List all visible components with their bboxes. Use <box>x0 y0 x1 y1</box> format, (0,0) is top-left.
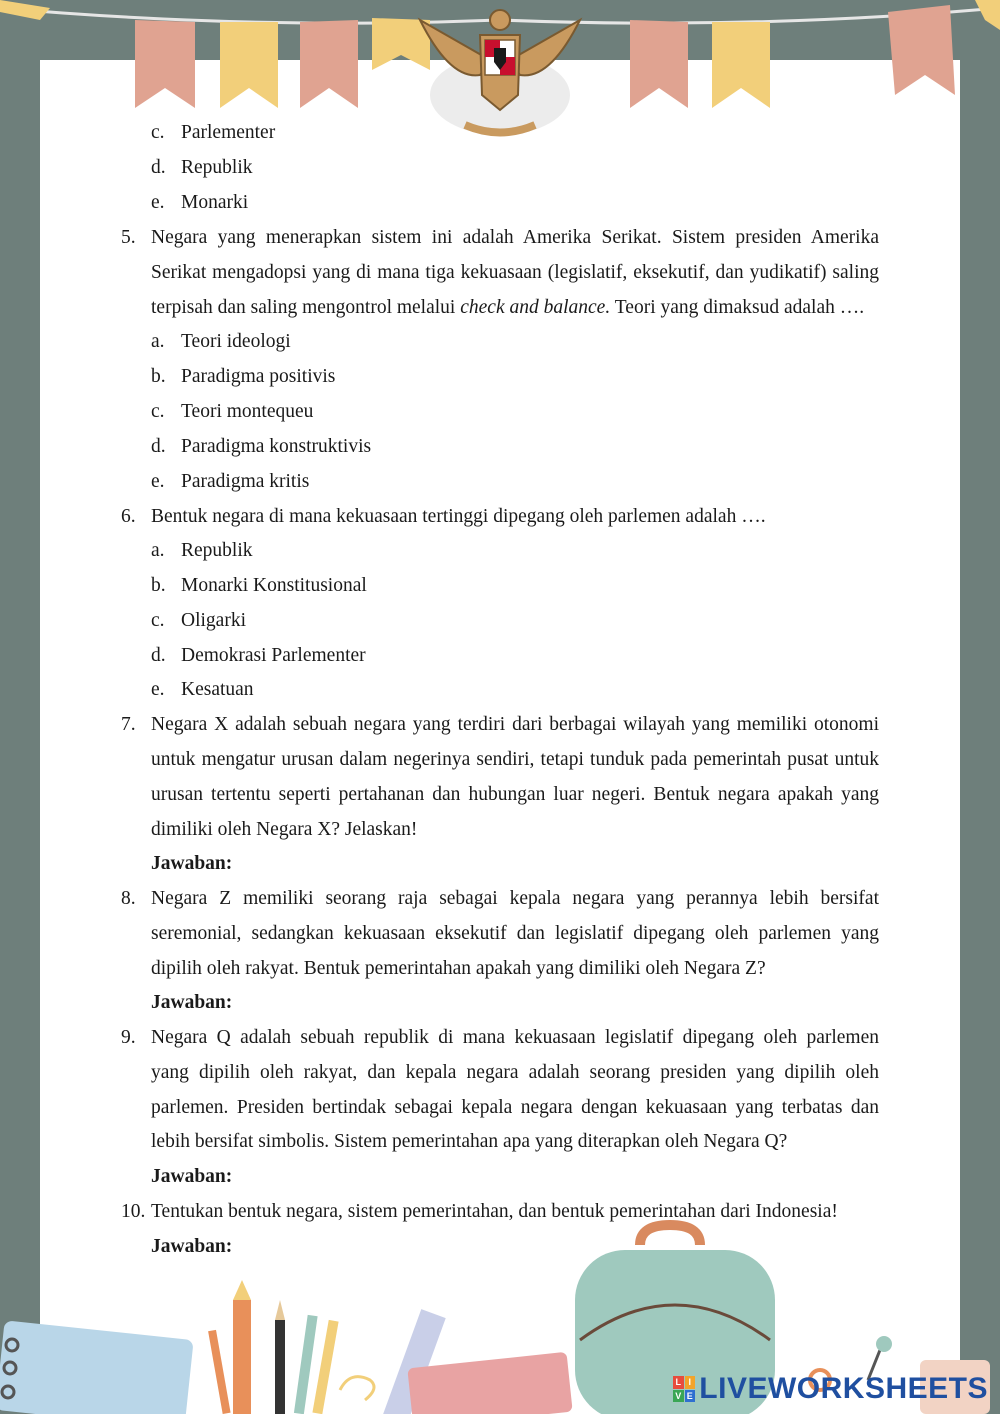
answer-label: Jawaban: <box>151 1236 233 1257</box>
question-text-line: parlemen. Presiden bertindak sebagai kepala negara dengan kekuasaan yang terbatas dan <box>151 1097 879 1118</box>
brand-text: LIVEWORKSHEETS <box>699 1372 988 1405</box>
option-text: Paradigma positivis <box>181 366 336 387</box>
option-letter: e. <box>151 192 165 213</box>
question-number: 7. <box>121 714 136 735</box>
question-text-line: Bentuk negara di mana kekuasaan tertinggi dipegang oleh parlemen adalah …. <box>151 506 766 527</box>
text-segment: terpisah dan saling mengontrol melalui <box>151 297 461 318</box>
option-letter: b. <box>151 366 166 387</box>
option-letter: c. <box>151 122 165 143</box>
question-text-line: dimiliki oleh Negara X? Jelaskan! <box>151 819 418 840</box>
option-text: Teori ideologi <box>181 331 291 352</box>
logo-letter: I <box>685 1376 696 1389</box>
option-text: Monarki <box>181 192 249 213</box>
question-text-line: seremonial, sedangkan kekuasaan eksekutif dan legislatif dipegang oleh parlemen yang <box>151 923 879 944</box>
option-letter: d. <box>151 645 166 666</box>
logo-letter: L <box>673 1376 684 1389</box>
question-text-line: untuk mengatur urusan dalam negerinya sendiri, tetapi tunduk pada pemerintah pusat untuk <box>151 749 879 770</box>
option-text: Oligarki <box>181 610 246 631</box>
text-segment: Teori yang dimaksud adalah …. <box>610 297 865 318</box>
logo-letter: V <box>675 1390 682 1401</box>
answer-label: Jawaban: <box>151 853 233 874</box>
question-text-line: dipilih oleh rakyat. Bentuk pemerintahan apakah yang dimiliki oleh Negara Z? <box>151 958 766 979</box>
question-number: 9. <box>121 1027 136 1048</box>
option-text: Teori montequeu <box>181 401 314 422</box>
question-text-line: Tentukan bentuk negara, sistem pemerintahan, dan bentuk pemerintahan dari Indonesia! <box>151 1201 838 1222</box>
question-text-line <box>151 296 864 320</box>
option-letter: c. <box>151 610 165 631</box>
option-letter: a. <box>151 331 165 352</box>
question-number: 6. <box>121 506 136 527</box>
option-letter: b. <box>151 575 166 596</box>
option-text: Demokrasi Parlementer <box>181 645 366 666</box>
option-text: Kesatuan <box>181 679 254 700</box>
question-number: 5. <box>121 227 136 248</box>
logo-letter: E <box>686 1390 694 1401</box>
option-text: Parlementer <box>181 122 276 143</box>
question-text-line: Negara Z memiliki seorang raja sebagai kepala negara yang perannya lebih bersifat <box>151 888 879 909</box>
option-letter: e. <box>151 679 165 700</box>
question-text-line: urusan tertentu seperti pertahanan dan hubungan luar negeri. Bentuk negara apakah yang <box>151 784 879 805</box>
answer-label: Jawaban: <box>151 992 233 1013</box>
question-text-line: yang dipilih oleh rakyat, dan kepala negara adalah seorang presiden yang dipilih oleh <box>151 1062 879 1083</box>
option-text: Republik <box>181 157 253 178</box>
option-text: Republik <box>181 540 253 561</box>
question-text-line: lebih bersifat simbolis. Sistem pemerintahan apa yang diterapkan oleh Negara Q? <box>151 1131 788 1152</box>
italic-term: check and balance. <box>460 297 611 318</box>
option-letter: c. <box>151 401 165 422</box>
brand-icon <box>673 1376 695 1402</box>
question-number: 8. <box>121 888 136 909</box>
liveworksheets-logo <box>673 1372 988 1406</box>
option-letter: d. <box>151 436 166 457</box>
option-letter: d. <box>151 157 166 178</box>
question-text-line: Negara yang menerapkan sistem ini adalah Amerika Serikat. Sistem presiden Amerika <box>151 227 879 248</box>
question-number: 10. <box>121 1201 146 1222</box>
option-letter: e. <box>151 471 165 492</box>
option-text: Paradigma kritis <box>181 471 310 492</box>
question-text-line: Serikat mengadopsi yang di mana tiga kekuasaan (legislatif, eksekutif, dan yudikatif) saling <box>151 262 879 283</box>
question-text-line: Negara X adalah sebuah negara yang terdiri dari berbagai wilayah yang memiliki otonomi <box>151 714 879 735</box>
question-text-line: Negara Q adalah sebuah republik di mana kekuasaan legislatif dipegang oleh parlemen <box>151 1027 879 1048</box>
answer-label: Jawaban: <box>151 1166 233 1187</box>
option-text: Paradigma konstruktivis <box>181 436 372 457</box>
option-letter: a. <box>151 540 165 561</box>
option-text: Monarki Konstitusional <box>181 575 367 596</box>
